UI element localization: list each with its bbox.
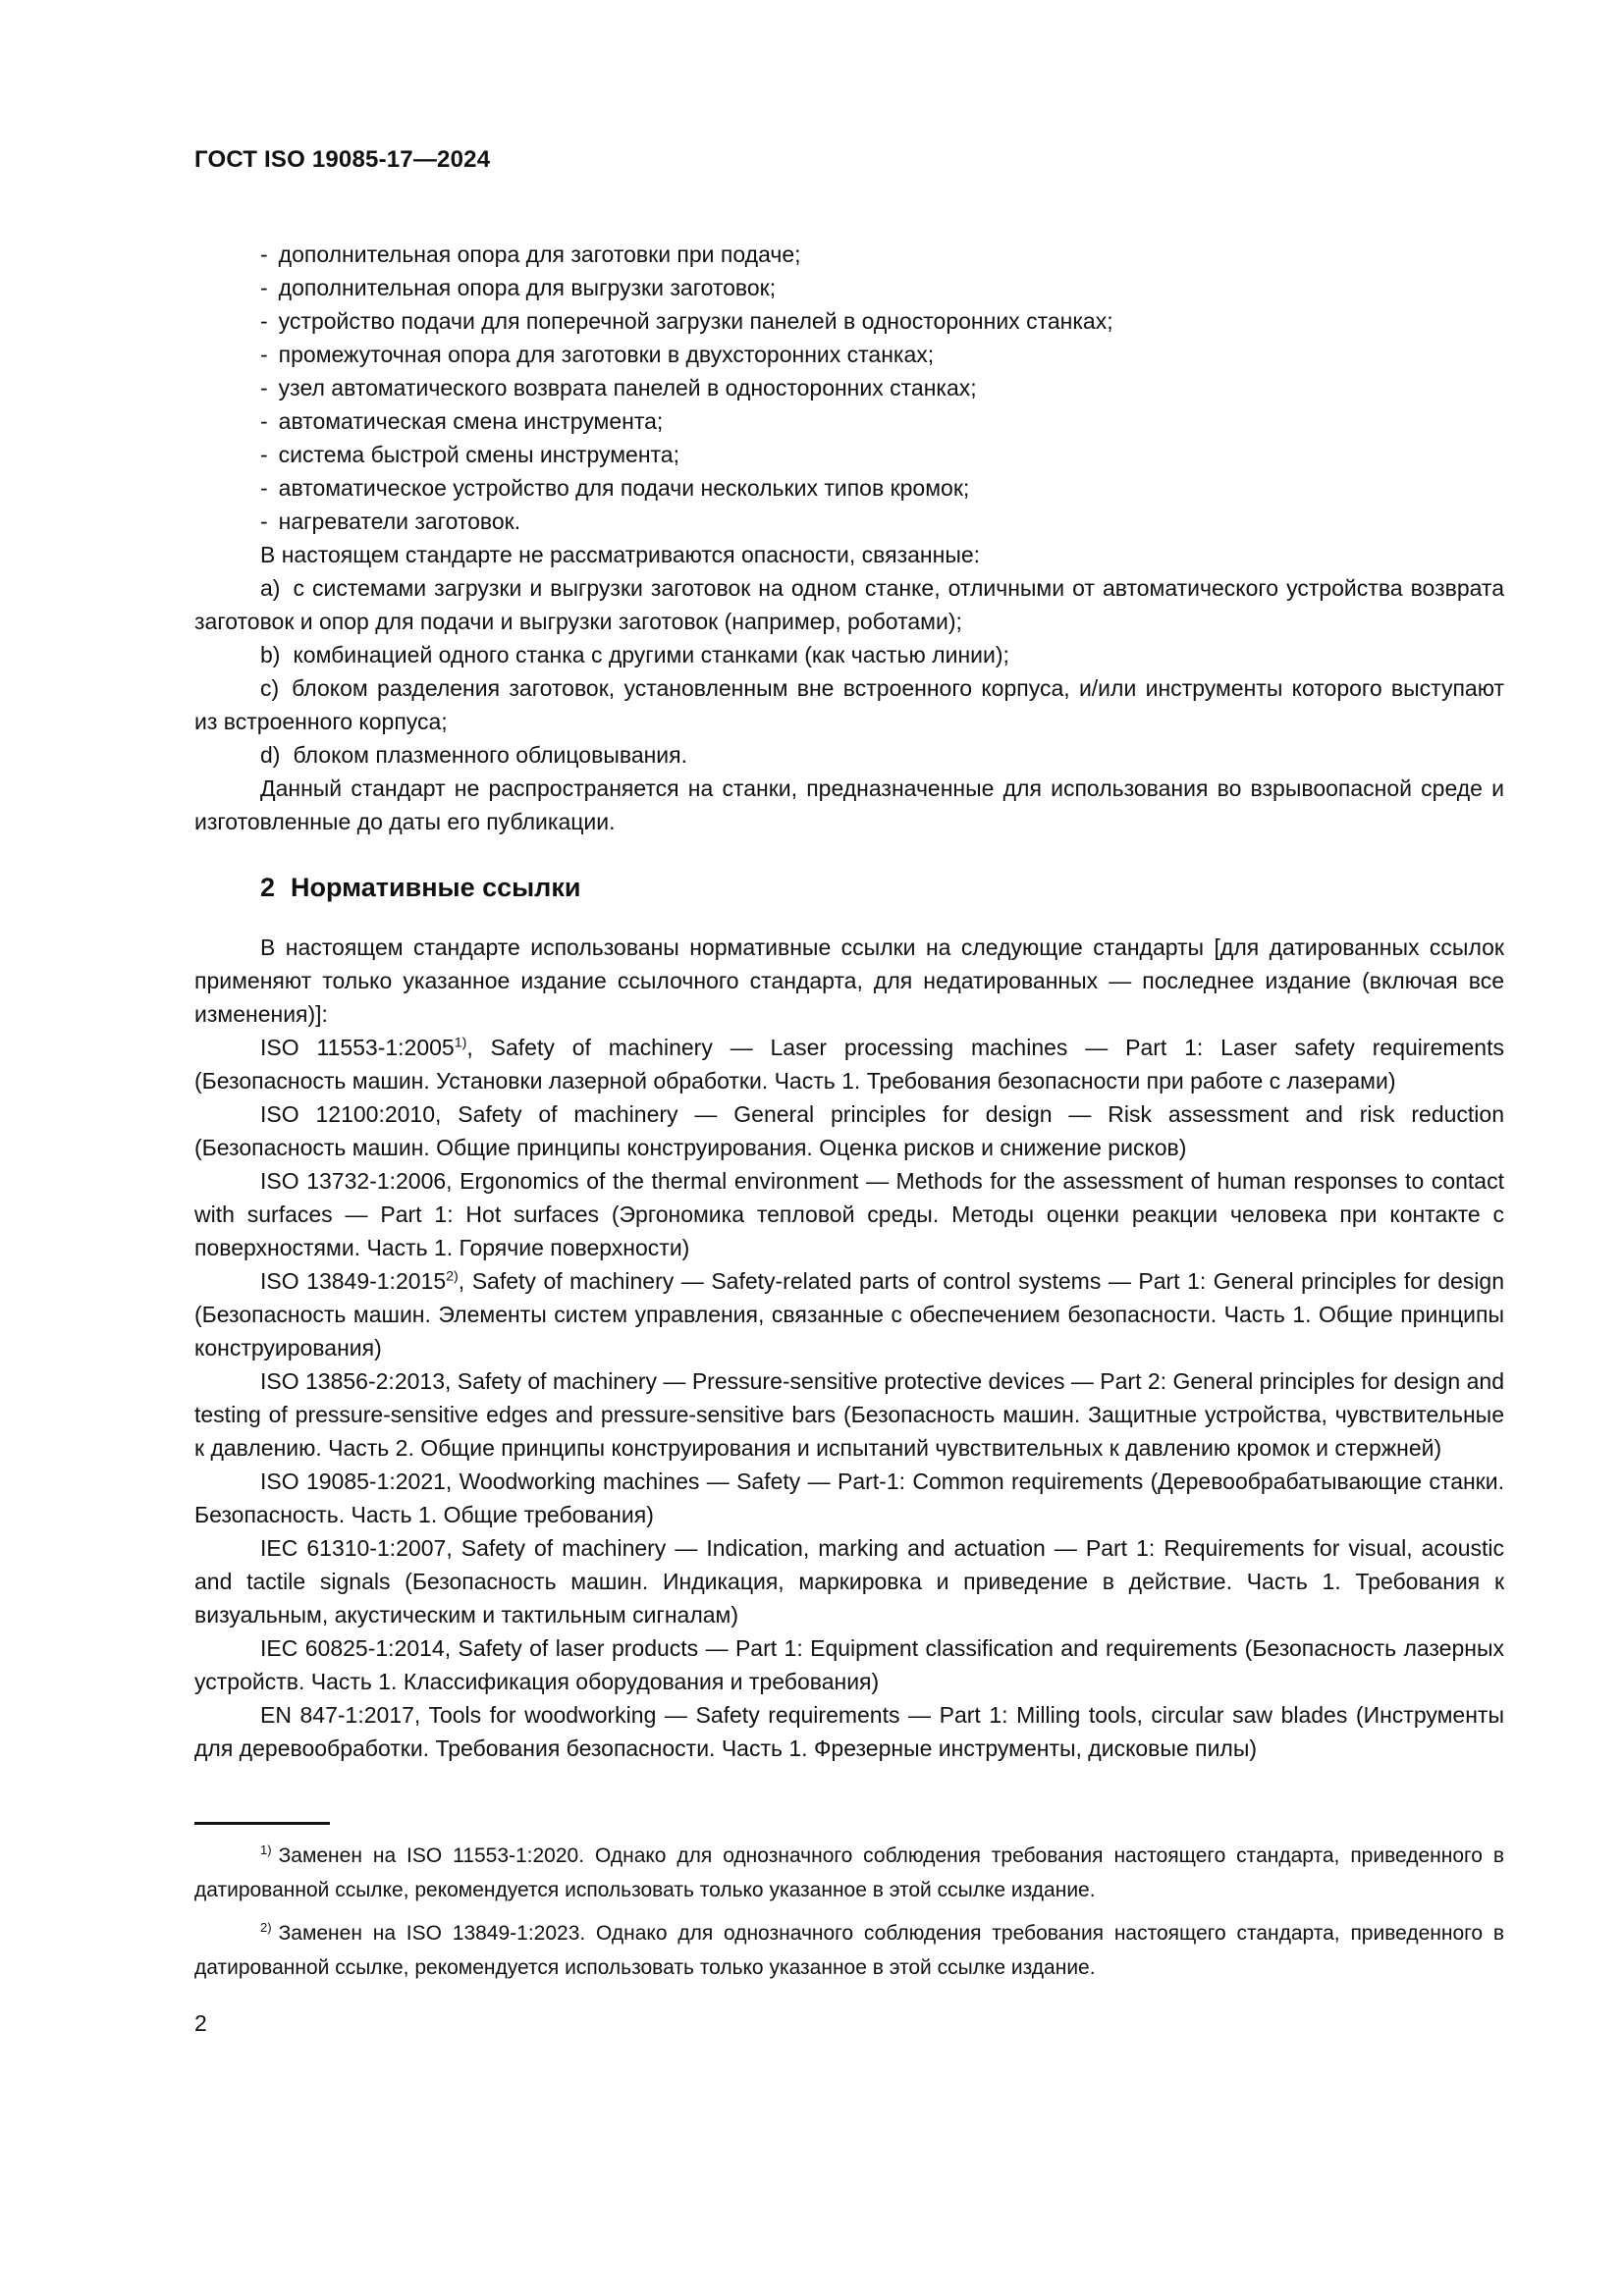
list-item-text: промежуточная опора для заготовки в двухсторонних станках;: [278, 342, 935, 367]
references-intro: В настоящем стандарте использованы нормативные ссылки на следующие стандарты [для датированных ссылок применяют только указанное издание ссылочного стандарта, для недатированных — последнее издание (включая все изменения)]:: [194, 934, 1504, 1027]
footnote-separator-rule: [194, 1822, 330, 1825]
item-label: a): [260, 575, 281, 601]
list-item: [194, 271, 1504, 304]
reference-code: ISO 13856-2:2013,: [260, 1368, 452, 1394]
list-item-text: автоматическая смена инструмента;: [278, 408, 664, 434]
item-label: b): [260, 642, 281, 667]
footnote-text: Заменен на ISO 11553-1:2020. Однако для однозначного соблюдения требования настоящего стандарта, приведенного в датированной ссылке, рекомендуется использовать только указанное в этой ссылке издание.: [194, 1844, 1504, 1901]
reference-item: [194, 1264, 1504, 1364]
footnote-ref-marker: 2): [446, 1268, 459, 1285]
document-header: ГОСТ ISO 19085-17—2024: [194, 146, 491, 173]
reference-item: [194, 1531, 1504, 1631]
dash-bullet-marker: -: [260, 508, 268, 534]
footnote-marker: 2): [260, 1920, 272, 1935]
list-item: [194, 238, 1504, 271]
reference-code: ISO 12100:2010,: [260, 1101, 442, 1127]
reference-item: [194, 1031, 1504, 1097]
list-item-text: устройство подачи для поперечной загрузки панелей в односторонних станках;: [278, 308, 1113, 334]
item-label: c): [260, 675, 280, 701]
item-text: комбинацией одного станка с другими станками (как частью линии);: [293, 642, 1009, 667]
footnote: [194, 1839, 1504, 1907]
item-text: блоком разделения заготовок, установленным вне встроенного корпуса, и/или инструменты которого выступают из встроенного корпуса;: [194, 675, 1504, 734]
list-item: [194, 471, 1504, 505]
list-item: [194, 371, 1504, 404]
reference-item: [194, 1465, 1504, 1531]
item-label: d): [260, 742, 281, 768]
scope-paragraph-intro: В настоящем стандарте не рассматриваются опасности, связанные:: [260, 542, 981, 567]
reference-code: IEC 61310-1:2007,: [260, 1535, 453, 1561]
scope-paragraph-closing: Данный стандарт не распространяется на станки, предназначенные для использования во взрывоопасной среде и изготовленные до даты его публикации.: [194, 775, 1504, 834]
reference-text: Tools for woodworking — Safety requirements — Part 1: Milling tools, circular saw blades (Инструменты для деревообработки. Требования безопасности. Часть 1. Фрезерные инструменты, дисковые пилы): [194, 1702, 1504, 1761]
reference-item: [194, 1631, 1504, 1698]
list-item: [194, 505, 1504, 538]
dash-bullet-marker: -: [260, 375, 268, 400]
dash-bullet-marker: -: [260, 475, 268, 501]
reference-text: Safety of machinery — General principles for design — Risk assessment and risk reduction (Безопасность машин. Общие принципы конструирования. Оценка рисков и снижение рисков): [194, 1101, 1504, 1160]
reference-text: Woodworking machines — Safety — Part-1: Common requirements (Деревообрабатывающие станки. Безопасность. Часть 1. Общие требования): [194, 1468, 1504, 1527]
footnote-ref-marker: 1): [454, 1035, 467, 1051]
reference-item: [194, 1698, 1504, 1765]
reference-text: , Safety of machinery — Safety-related parts of control systems — Part 1: General principles for design (Безопасность машин. Элементы систем управления, связанные с обеспечением безопасности. Часть 1. Общие принципы конструирования): [194, 1268, 1504, 1361]
dash-bullet-marker: -: [260, 342, 268, 367]
lettered-item: [194, 738, 1504, 772]
list-item-text: автоматическое устройство для подачи нескольких типов кромок;: [278, 475, 970, 501]
footnote-text: Заменен на ISO 13849-1:2023. Однако для однозначного соблюдения требования настоящего стандарта, приведенного в датированной ссылке, рекомендуется использовать только указанное в этой ссылке издание.: [194, 1922, 1504, 1979]
item-text: с системами загрузки и выгрузки заготовок на одном станке, отличными от автоматического устройства возврата заготовок и опор для подачи и выгрузки заготовок (например, роботами);: [194, 575, 1504, 634]
reference-text: Safety of laser products — Part 1: Equipment classification and requirements (Безопасность лазерных устройств. Часть 1. Классификация оборудования и требования): [194, 1635, 1505, 1694]
footnote: [194, 1916, 1504, 1985]
reference-text: , Safety of machinery — Laser processing machines — Part 1: Laser safety requirements (Безопасность машин. Установки лазерной обработки. Часть 1. Требования безопасности при работе с лазерами): [194, 1035, 1504, 1094]
list-item: [194, 438, 1504, 471]
reference-code: ISO 13849-1:2015: [260, 1268, 447, 1294]
list-item-text: узел автоматического возврата панелей в односторонних станках;: [278, 375, 977, 400]
dash-bullet-marker: -: [260, 442, 268, 467]
scope-exclusion-list: [194, 238, 1504, 538]
reference-item: [194, 1364, 1504, 1465]
reference-code: ISO 19085-1:2021,: [260, 1468, 453, 1494]
dash-bullet-marker: -: [260, 275, 268, 300]
reference-item: [194, 1164, 1504, 1264]
lettered-item: [194, 638, 1504, 671]
list-item: [194, 338, 1504, 371]
dash-bullet-marker: -: [260, 408, 268, 434]
item-text: блоком плазменного облицовывания.: [293, 742, 687, 768]
reference-text: Safety of machinery — Pressure-sensitive protective devices — Part 2: General principles for design and testing of pressure-sensitive edges and pressure-sensitive bars (Безопасность машин. Защитные устройства, чувствительные к давлению. Часть 2. Общие принципы конструирования и испытаний чувствительных к давлению кромок и стержней): [194, 1368, 1504, 1461]
reference-code: EN 847-1:2017,: [260, 1702, 421, 1728]
list-item-text: дополнительная опора для выгрузки заготовок;: [278, 275, 777, 300]
list-item: [194, 404, 1504, 438]
section-title: Нормативные ссылки: [291, 873, 581, 902]
dash-bullet-marker: -: [260, 308, 268, 334]
list-item: [194, 304, 1504, 338]
list-item-text: нагреватели заготовок.: [278, 508, 521, 534]
lettered-item: [194, 571, 1504, 638]
reference-code: IEC 60825-1:2014,: [260, 1635, 452, 1661]
reference-text: Safety of machinery — Indication, marking and actuation — Part 1: Requirements for visual, acoustic and tactile signals (Безопасность машин. Индикация, маркировка и приведение в действие. Часть 1. Требования к визуальным, акустическим и тактильным сигналам): [194, 1535, 1504, 1628]
list-item-text: дополнительная опора для заготовки при подаче;: [278, 241, 801, 267]
dash-bullet-marker: -: [260, 241, 268, 267]
section-heading: [194, 868, 1504, 907]
list-item-text: система быстрой смены инструмента;: [278, 442, 679, 467]
reference-code: ISO 11553-1:2005: [260, 1035, 455, 1060]
reference-text: Ergonomics of the thermal environment — Methods for the assessment of human responses to contact with surfaces — Part 1: Hot surfaces (Эргономика тепловой среды. Методы оценки реакции человека при контакте с поверхностями. Часть 1. Горячие поверхности): [194, 1168, 1504, 1260]
reference-code: ISO 13732-1:2006,: [260, 1168, 453, 1194]
section-number: 2: [260, 873, 276, 902]
reference-item: [194, 1097, 1504, 1164]
footnote-marker: 1): [260, 1842, 272, 1857]
lettered-item: [194, 671, 1504, 738]
page-number: 2: [194, 2010, 207, 2036]
footnote-area: [194, 1822, 1504, 1985]
